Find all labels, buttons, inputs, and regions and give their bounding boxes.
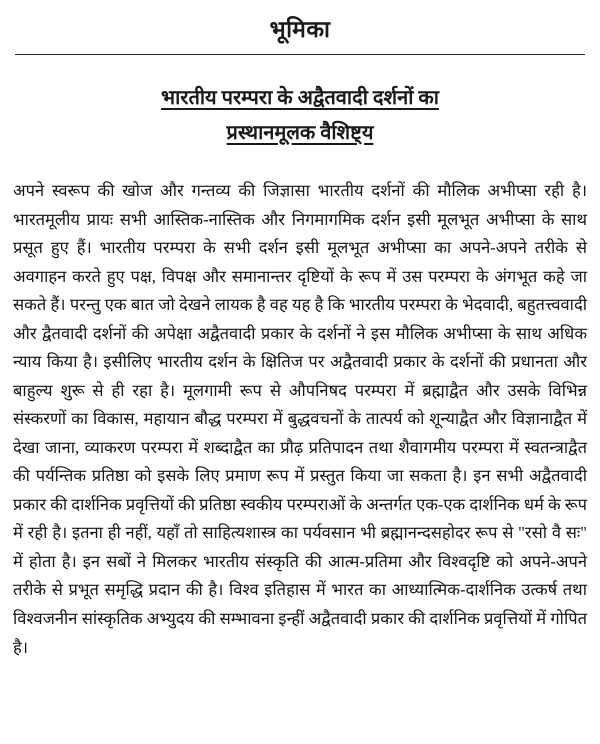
chapter-subtitle xyxy=(13,81,587,151)
subtitle-line-2: प्रस्थानमूलक वैशिष्ट्य xyxy=(226,122,374,144)
page-title: भूमिका xyxy=(269,17,331,42)
body-paragraph: अपने स्वरूप की खोज और गन्तव्य की जिज्ञासा भारतीय दर्शनों की मौलिक अभीप्सा रही है। भारतमूलीय प्रायः सभी आस्तिक-नास्तिक और निगमागमिक दर्शन इसी मूलभूत अभीप्सा के साथ प्रसूत हुए हैं। भारतीय परम्परा के सभी दर्शन इसी मूलभूत अभीप्सा का अपने-अपने तरीके से अवगाहन करते हुए पक्ष, विपक्ष और समानान्तर दृष्टियों के रूप में उस परम्परा के अंगभूत कहे जा सकते हैं। परन्तु एक बात जो देखने लायक है वह यह है कि भारतीय परम्परा के भेदवादी, बहुतत्त्ववादी और द्वैतवादी दर्शनों की अपेक्षा अद्वैतवादी प्रकार के दर्शनों ने इस मौलिक अभीप्सा के साथ अधिक न्याय किया है। इसीलिए भारतीय दर्शन के क्षितिज पर अद्वैतवादी प्रकार के दर्शनों की प्रधानता और बाहुल्य शुरू से ही रहा है। मूलगामी रूप से औपनिषद परम्परा में ब्रह्माद्वैत और उसके विभिन्न संस्करणों का विकास, महायान बौद्ध परम्परा में बुद्धवचनों के तात्पर्य को शून्याद्वैत और विज्ञानाद्वैत में देखा जाना, व्याकरण परम्परा में शब्दाद्वैत का प्रौढ़ प्रतिपादन तथा शैवागमीय परम्परा में स्वतन्त्राद्वैत की पर्यन्तिक प्रतिष्ठा को इसके लिए प्रमाण रूप में प्रस्तुत किया जा सकता है। इन सभी अद्वैतवादी प्रकार की दार्शनिक प्रवृत्तियों की प्रतिष्ठा स्वकीय परम्पराओं के अन्तर्गत एक-एक दार्शनिक धर्म के रूप में रही है। इतना ही नहीं, यहाँ तो साहित्यशास्त्र का पर्यवसान भी ब्रह्मानन्दसहोदर रूप से "रसो वै सः" में होता है। इन सबों ने मिलकर भारतीय संस्कृति की आत्म-प्रतिमा और विश्वदृष्टि को अपने-अपने तरीके से प्रभूत समृद्धि प्रदान की है। विश्व इतिहास में भारत का आध्यात्मिक-दार्शनिक उत्कर्ष तथा विश्वजनीन सांस्कृतिक अभ्युदय की सम्भावना इन्हीं अद्वैतवादी प्रकार की दार्शनिक प्रवृत्तियों में गोपित है। xyxy=(13,181,587,657)
title-divider xyxy=(15,54,585,55)
subtitle-line-1: भारतीय परम्परा के अद्वैतवादी दर्शनों का xyxy=(161,87,439,109)
